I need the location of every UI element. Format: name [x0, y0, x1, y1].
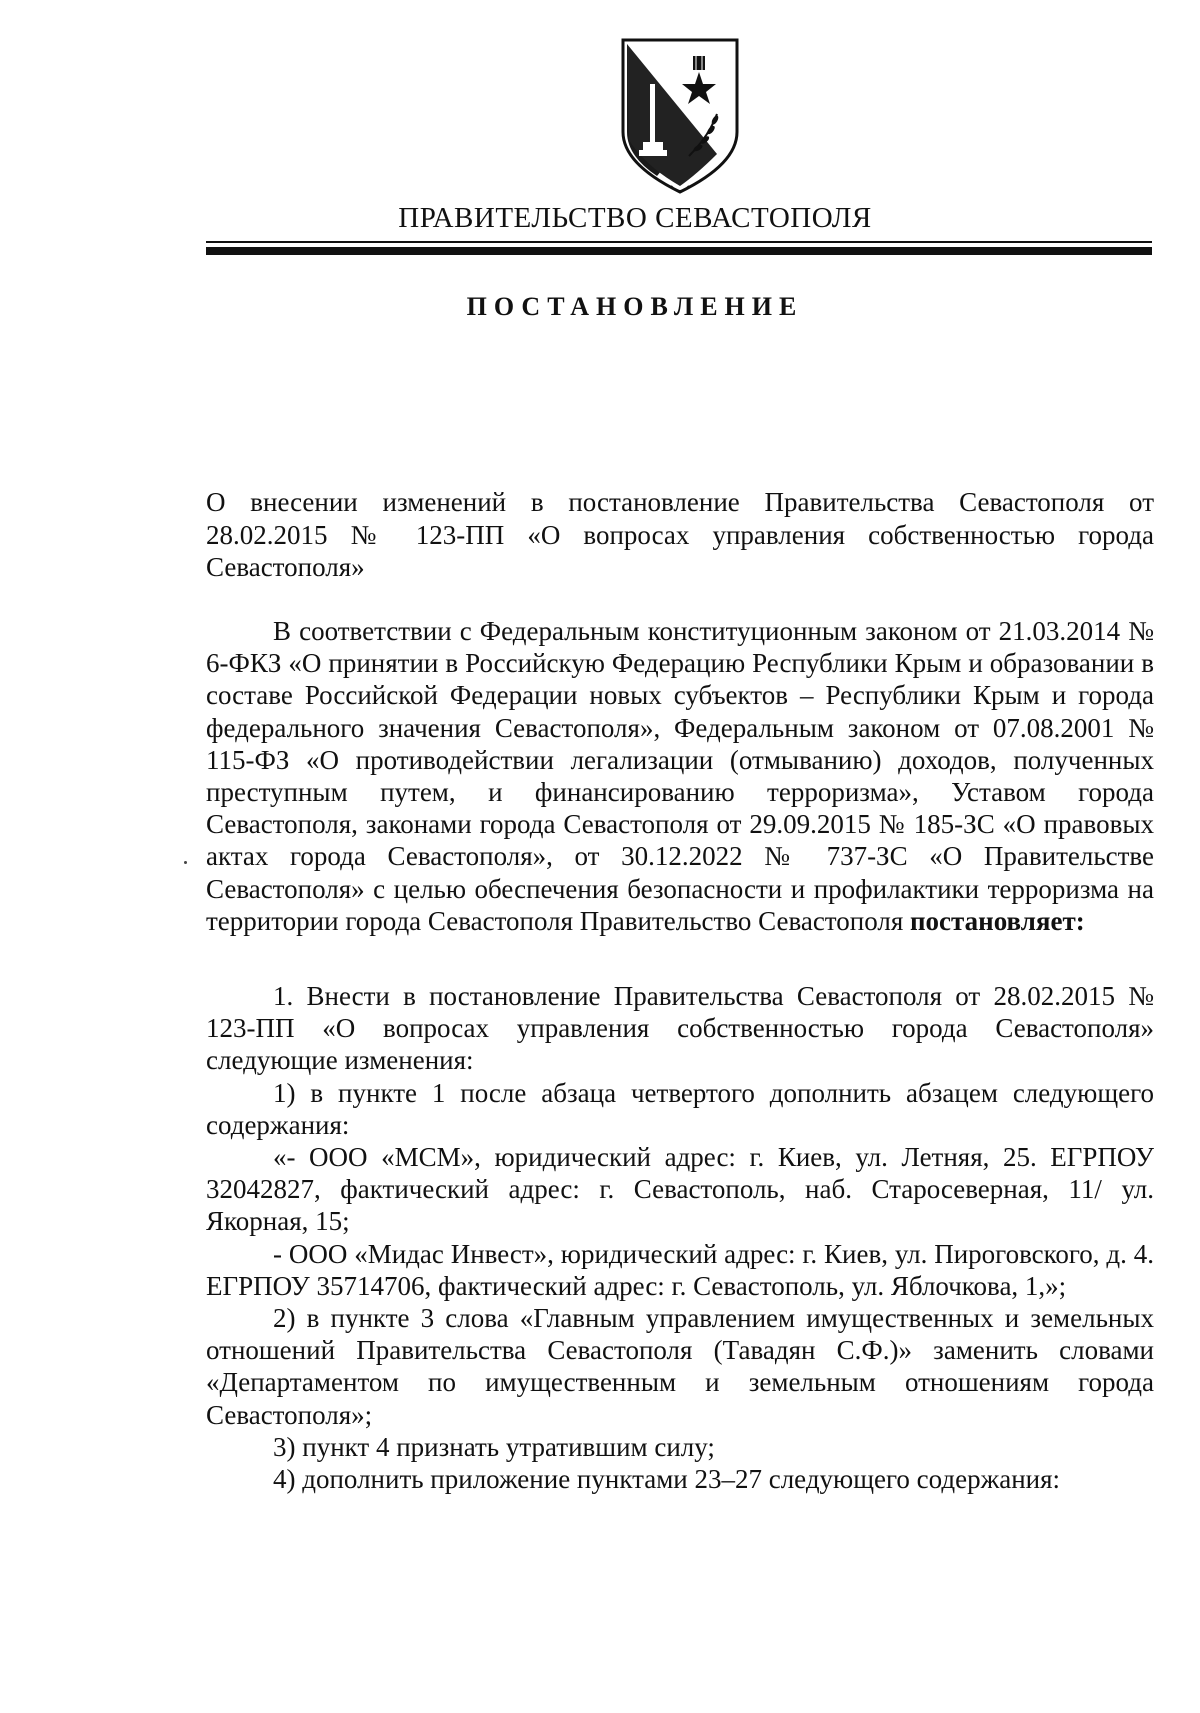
list-item: 4) дополнить приложение пунктами 23–27 следующего содержания:: [273, 1464, 1061, 1495]
list-item: 2) в пункте 3 слова «Главным управлением имущественных и земельных отношений Правительства Севастополя (Тавадян С.Ф.)» заменить словами «Департаментом по имущественным и земельным отношениям города Севастополя»;: [206, 1303, 1154, 1430]
list-item: «- ООО «МСМ», юридический адрес: г. Киев, ул. Летняя, 25. ЕГРПОУ 32042827, фактический адрес: г. Севастополь, наб. Старосеверная, 11/ ул. Якорная, 15;: [206, 1142, 1154, 1237]
list-item: 1) в пункте 1 после абзаца четвертого дополнить абзацем следующего содержания:: [206, 1077, 1154, 1140]
preamble-text: В соответствии с Федеральным конституционным законом от 21.03.2014 № 6-ФКЗ «О принятии в Российскую Федерацию Республики Крым и образовании в составе Российской Федерации новых субъектов – Республики Крым и города федерального значения Севастополя», Федеральным законом от 07.08.2001 № 115-ФЗ «О противодействии легализации (отмыванию) доходов, полученных преступным путем, и финансированию терроризма», Уставом города Севастополя, законами города Севастополя от 29.09.2015 № 185-ЗС «О правовых актах города Севастополя», от 30.12.2022 № 737-ЗС «О Правительстве Севастополя» с целью обеспечения безопасности и профилактики терроризма на территории города Севастополя Правительство Севастополя: [206, 616, 1154, 936]
header-rule-thin: [206, 241, 1152, 243]
header-rule-thick: [206, 247, 1152, 255]
list-item: - ООО «Мидас Инвест», юридический адрес: г. Киев, ул. Пироговского, д. 4. ЕГРПОУ 35714706, фактический адрес: г. Севастополь, ул. Яблочкова, 1,»;: [206, 1238, 1154, 1301]
decree-word: постановляет:: [910, 905, 1085, 936]
list-item: 1. Внести в постановление Правительства Севастополя от 28.02.2015 № 123-ПП «О вопросах управления собственностью города Севастополя» следующие изменения:: [206, 981, 1154, 1076]
coat-of-arms-icon: [617, 36, 743, 196]
organization-name: ПРАВИТЕЛЬСТВО СЕВАСТОПОЛЯ: [398, 202, 872, 234]
document-type: ПОСТАНОВЛЕНИЕ: [466, 292, 804, 321]
preamble-paragraph: [206, 615, 1154, 937]
document-body: [206, 615, 1154, 1495]
list-item: 3) пункт 4 признать утратившим силу;: [273, 1431, 715, 1462]
document-subject: О внесении изменений в постановление Правительства Севастополя от 28.02.2015 № 123-ПП «О вопросах управления собственностью города Севастополя»: [206, 487, 1154, 582]
scan-speck: [184, 861, 187, 864]
